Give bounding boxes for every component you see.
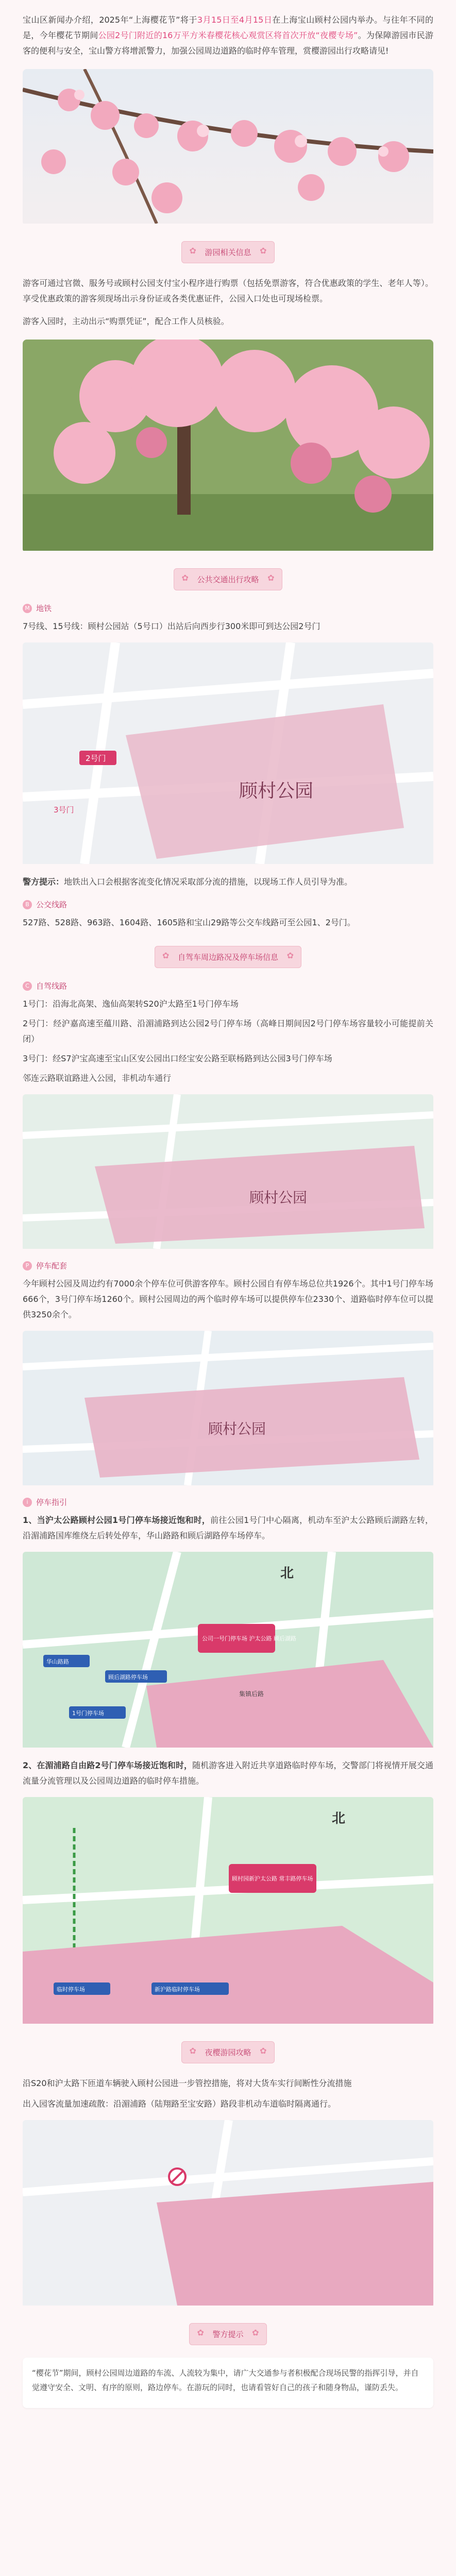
notice-card <box>23 2358 433 2408</box>
drive-map <box>23 1094 433 1251</box>
drive-map-park-label: 顾村公园 <box>249 1189 308 1206</box>
guide-map-2-north: 北 <box>332 1811 346 1826</box>
car-icon: C <box>23 981 32 991</box>
cherry-blossom-photo <box>23 69 433 226</box>
guide-heading: i 停车指引 <box>23 1497 433 1507</box>
metro-map-park-label: 顾村公园 <box>239 781 314 802</box>
drive-gate2: 2号门：经沪嘉高速至蕴川路、沿湄浦路到达公园2号门停车场（高峰日期间因2号门停车场容量较小可能提前关闭） <box>23 1019 433 1044</box>
guide-map-2 <box>23 1797 433 2026</box>
guide-map-1-north: 北 <box>280 1566 294 1581</box>
guide-map-1-callout: 公司一号门停车场 沪太公路 顾后湖路 <box>202 1635 296 1642</box>
metro-map <box>23 642 433 866</box>
guide-map-1-label-a: 华山路路 <box>46 1658 69 1665</box>
metro-heading: M 地铁 <box>23 603 433 614</box>
banner-police: ✿ 警方提示 ✿ <box>0 2323 456 2345</box>
metro-text: 7号线、15号线：顾村公园站（5号口）出站后向西步行300米即可到达公园2号门 <box>23 621 320 631</box>
bus-heading: B 公交线路 <box>23 899 433 910</box>
parking-icon: P <box>23 1261 32 1270</box>
metro-map-gate2-label: 2号门 <box>86 754 106 763</box>
metro-icon: M <box>23 604 32 613</box>
guide-1: 1、当沪太公路顾村公园1号门停车场接近饱和时，前往公园1号门中心隔离，机动车至沪太公路顾后湖路左转，沿湄浦路国库维绕左后转处停车，华山路路和顾后湖路停车场停车。 <box>23 1515 433 1540</box>
drive-gate1: 1号门：沿海北高架、逸仙高架转S20沪太路至1号门停车场 <box>23 999 239 1009</box>
guide-map-1 <box>23 1552 433 1750</box>
metro-map-gate3-label: 3号门 <box>54 805 74 815</box>
guide-map-2-callout: 顾村园新沪太公路 常丰路停车场 <box>232 1875 313 1882</box>
intro-paragraph: 宝山区新闻办介绍，2025年“上海樱花节”将于3月15日至4月15日在上海宝山顾村公园内举办。与往年不同的是，今年樱花节期间公园2号门附近的16万平方米春樱花核心观赏区将首次开放“夜樱专场”。为保障游园市民游客的便利与安全，宝山警方将增派警力，加强公园周边道路的临时停车管理，赏樱游园出行攻略请见! <box>23 15 433 56</box>
notice-text: “樱花节”期间，顾村公园周边道路的车流、人流较为集中，请广大交通参与者积极配合现场民警的指挥引导，并自觉遵守安全、文明、有序的原则，路边停车。在游玩的同时，也请看管好自己的孩子和随身物品，谨防丢失。 <box>32 2368 419 2392</box>
parking-map <box>23 1331 433 1487</box>
bus-icon: B <box>23 900 32 909</box>
cherry-tree-photo <box>23 340 433 553</box>
guide-map-1-label-c: 1号门停车场 <box>72 1710 104 1717</box>
sign-icon: i <box>23 1498 32 1507</box>
ticket-entry-paragraph: 游客入园时，主动出示“购票凭证”，配合工作人员核验。 <box>23 316 229 326</box>
parking-text: 今年顾村公园及周边约有7000余个停车位可供游客停车。顾村公园自有停车场总位共1926个。其中1号门停车场666个，3号门停车场1260个。顾村公园周边的两个临时停车场可以提供停车位2330个、道路临时停车位可以提供3250余个。 <box>23 1279 433 1319</box>
banner-driving: ✿ 自驾车周边路况及停车场信息 ✿ <box>0 946 456 968</box>
drive-heading: C 自驾线路 <box>23 980 433 991</box>
parking-map-park-label: 顾村公园 <box>208 1420 266 1437</box>
parking-heading: P 停车配套 <box>23 1260 433 1271</box>
banner-visit-info: ✿ 游园相关信息 ✿ <box>0 241 456 263</box>
guide-map-2-label-a: 临时停车场 <box>57 1986 85 1993</box>
drive-gate3: 3号门：经S7沪宝高速至宝山区安公园出口经宝安公路至联杨路到达公园3号门停车场 <box>23 1054 332 1063</box>
night-p1: 沿S20和沪太路下匝道车辆驶入顾村公园进一步管控措施，将对大货车实行间断性分流措施 <box>23 2078 352 2088</box>
guide-map-1-label-d: 集镇后路 <box>239 1690 264 1698</box>
metro-tip: 警方提示：地铁出入口会根据客流变化情况采取部分流的措施，以现场工作人员引导为准。 <box>23 877 353 887</box>
drive-loop: 邻连云路联谊路进入公园，非机动车通行 <box>23 1073 172 1083</box>
night-map <box>23 2120 433 2308</box>
banner-public-transit: ✿ 公共交通出行攻略 ✿ <box>0 568 456 590</box>
banner-night: ✿ 夜樱游园攻略 ✿ <box>0 2041 456 2063</box>
bus-text: 527路、528路、963路、1604路、1605路和宝山29路等公交车线路可至公园1、2号门。 <box>23 918 356 927</box>
night-p2: 出入园客流量加速疏散：沿湄浦路（陆翔路至宝安路）路段非机动车道临时隔离通行。 <box>23 2099 336 2109</box>
guide-2: 2、在湄浦路自由路2号门停车场接近饱和时，随机游客进入附近共享道路临时停车场，交警部门将视情开展交通流量分流管理以及公园周边道路的临时停车措施。 <box>23 1760 433 1786</box>
guide-map-1-label-b: 顾后湖路停车场 <box>108 1674 148 1681</box>
guide-map-2-label-b: 新沪路临时停车场 <box>155 1986 200 1993</box>
ticket-paragraph: 游客可通过官微、服务号或顾村公园支付宝小程序进行购票（包括免票游客，符合优惠政策的学生、老年人等）。享受优惠政策的游客须现场出示身份证或各类优惠证件，公园入口处也可现场检票。 <box>23 278 433 303</box>
